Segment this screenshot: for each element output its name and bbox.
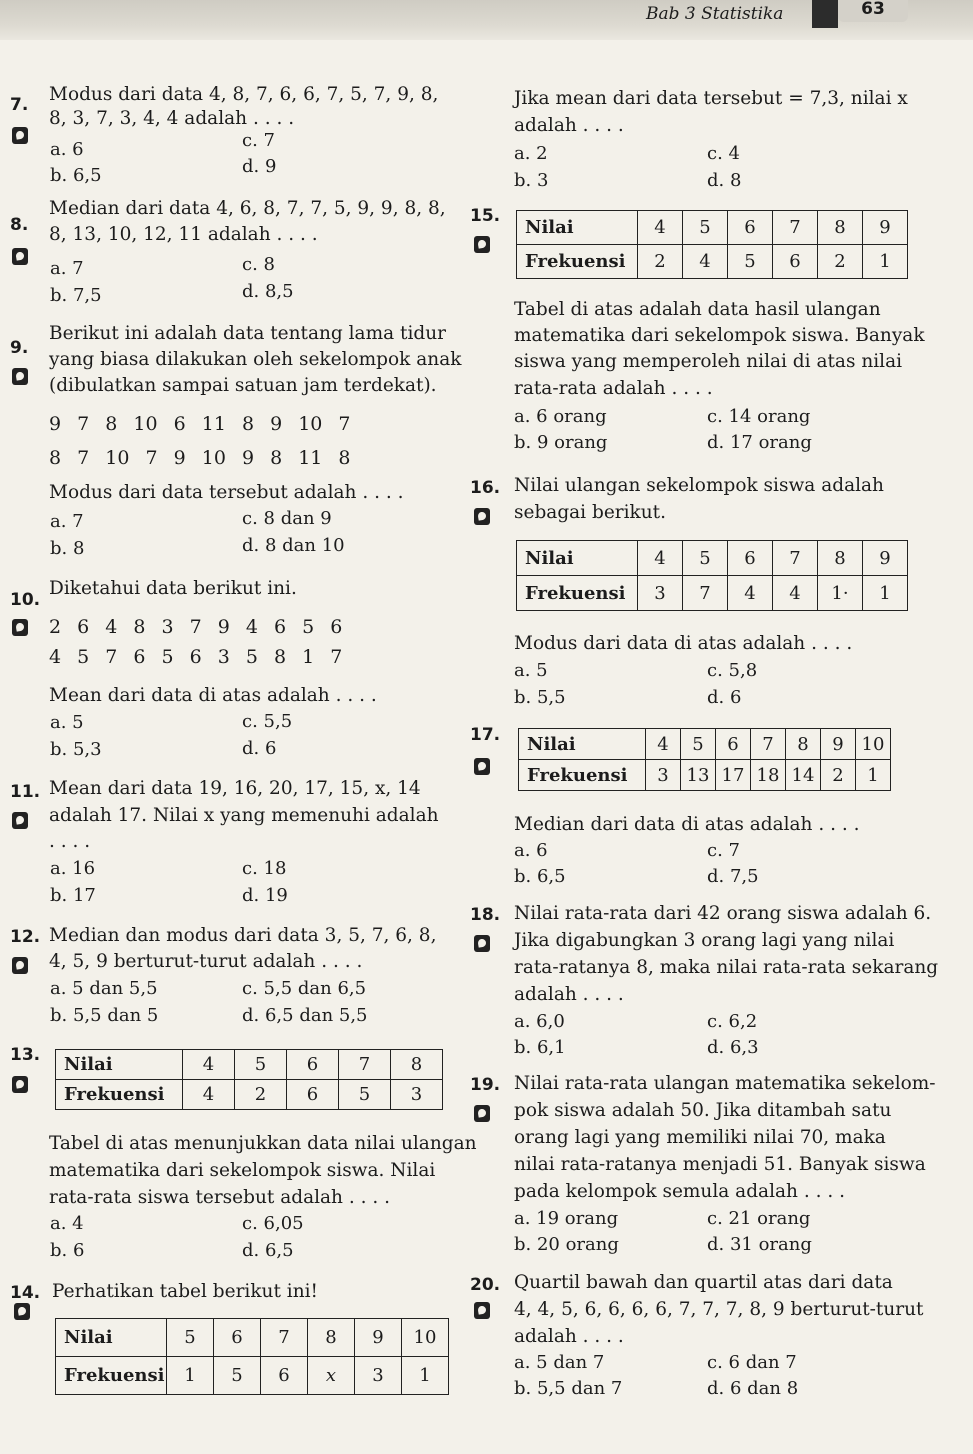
difficulty-icon [474, 1302, 490, 1319]
table-cell: 6 [728, 541, 773, 576]
table-cell: 2 [638, 245, 683, 279]
question-16-text: Nilai ulangan sekelompok siswa adalah [514, 475, 884, 496]
option-a: a. 5 [514, 660, 548, 681]
difficulty-icon [12, 248, 28, 265]
option-c: c. 21 orang [707, 1208, 811, 1229]
question-10-ask: Mean dari data di atas adalah . . . . [49, 685, 377, 706]
table-cell: 4 [638, 211, 683, 245]
option-a: a. 5 [50, 712, 84, 733]
option-a: a. 7 [50, 258, 84, 279]
option-a: a. 6,0 [514, 1011, 565, 1032]
question-11-number: 11. [10, 782, 41, 802]
option-c: c. 5,8 [707, 660, 758, 681]
option-c: c. 8 [242, 254, 275, 275]
table-cell: 4 [638, 541, 683, 576]
difficulty-icon [474, 758, 490, 775]
option-d: d. 8,5 [242, 281, 294, 302]
data-row: 8 7 10 7 9 10 9 8 11 8 [49, 447, 351, 469]
option-b: b. 6,5 [514, 866, 566, 887]
question-9-ask: Modus dari data tersebut adalah . . . . [49, 482, 404, 503]
frequency-table [518, 728, 891, 791]
option-d: d. 6 [242, 738, 277, 759]
table-cell: 5 [683, 541, 728, 576]
question-8-text: 8, 13, 10, 12, 11 adalah . . . . [49, 224, 318, 245]
option-c: c. 6,05 [242, 1213, 304, 1234]
table-header-nilai: Nilai [56, 1319, 167, 1357]
table-cell: 5 [214, 1357, 261, 1395]
question-20-number: 20. [470, 1275, 501, 1295]
table-cell: 2 [235, 1080, 287, 1110]
question-14-number: 14. [10, 1283, 41, 1303]
page-number: 63 [838, 0, 908, 22]
table-cell: 7 [339, 1050, 391, 1080]
table-cell: 8 [818, 211, 863, 245]
table-cell: 13 [681, 760, 716, 791]
question-17-number: 17. [470, 725, 501, 745]
table-cell: 5 [728, 245, 773, 279]
difficulty-icon [12, 127, 28, 144]
question-10-text: Diketahui data berikut ini. [49, 578, 297, 599]
table-cell: 5 [235, 1050, 287, 1080]
option-d: d. 17 orang [707, 432, 812, 453]
question-12-text: Median dan modus dari data 3, 5, 7, 6, 8, [49, 925, 437, 946]
question-12-text: 4, 5, 9 berturut-turut adalah . . . . [49, 951, 363, 972]
question-9-text: (dibulatkan sampai satuan jam terdekat). [49, 375, 437, 396]
question-12-number: 12. [10, 927, 41, 947]
table-cell: x [308, 1357, 355, 1395]
option-c: c. 7 [242, 130, 275, 151]
question-18-text: adalah . . . . [514, 984, 624, 1005]
question-14-text: Perhatikan tabel berikut ini! [52, 1281, 318, 1302]
difficulty-icon [474, 1105, 490, 1122]
header-marker [812, 0, 838, 28]
data-row: 4 5 7 6 5 6 3 5 8 1 7 [49, 646, 343, 668]
table-cell: 3 [646, 760, 681, 791]
question-20-text: adalah . . . . [514, 1326, 624, 1347]
table-header-nilai: Nilai [519, 729, 646, 760]
table-cell: 6 [261, 1357, 308, 1395]
question-15-number: 15. [470, 206, 501, 226]
question-8-number: 8. [10, 215, 29, 235]
table-cell: 4 [183, 1080, 235, 1110]
option-a: a. 6 [514, 840, 548, 861]
table-cell: 2 [821, 760, 856, 791]
option-b: b. 20 orang [514, 1234, 619, 1255]
question-9-text: Berikut ini adalah data tentang lama tidur [49, 323, 446, 344]
option-c: c. 6 dan 7 [707, 1352, 797, 1373]
question-13-number: 13. [10, 1045, 41, 1065]
option-b: b. 7,5 [50, 285, 102, 306]
question-20-text: Quartil bawah dan quartil atas dari data [514, 1272, 893, 1293]
question-14-continued: Jika mean dari data tersebut = 7,3, nilai x [514, 88, 908, 109]
difficulty-icon [12, 368, 28, 385]
table-cell: 2 [818, 245, 863, 279]
option-d: d. 6,5 dan 5,5 [242, 1005, 368, 1026]
table-header-nilai: Nilai [517, 541, 638, 576]
table-cell: 7 [683, 576, 728, 611]
question-17-ask: Median dari data di atas adalah . . . . [514, 814, 860, 835]
table-cell: 1 [856, 760, 891, 791]
data-row: 9 7 8 10 6 11 8 9 10 7 [49, 413, 351, 435]
question-19-text: orang lagi yang memiliki nilai 70, maka [514, 1127, 886, 1148]
option-b: b. 6,5 [50, 165, 102, 186]
table-cell: 3 [355, 1357, 402, 1395]
option-c: c. 18 [242, 858, 287, 879]
table-cell: 18 [751, 760, 786, 791]
table-cell: 7 [773, 211, 818, 245]
option-a: a. 6 [50, 139, 84, 160]
question-15-text: matematika dari sekelompok siswa. Banyak [514, 325, 925, 346]
option-b: b. 8 [50, 538, 85, 559]
difficulty-icon [474, 236, 490, 253]
table-cell: 9 [821, 729, 856, 760]
option-c: c. 6,2 [707, 1011, 758, 1032]
frequency-table [516, 210, 908, 279]
table-cell: 8 [818, 541, 863, 576]
question-7-number: 7. [10, 95, 29, 115]
difficulty-icon [12, 619, 28, 636]
question-19-text: Nilai rata-rata ulangan matematika sekelom- [514, 1073, 936, 1094]
table-cell: 5 [683, 211, 728, 245]
option-a: a. 5 dan 7 [514, 1352, 605, 1373]
question-16-text: sebagai berikut. [514, 502, 666, 523]
option-a: a. 19 orang [514, 1208, 619, 1229]
question-15-text: siswa yang memperoleh nilai di atas nilai [514, 351, 903, 372]
question-10-number: 10. [10, 590, 41, 610]
option-a: a. 6 orang [514, 406, 607, 427]
question-18-text: Nilai rata-rata dari 42 orang siswa adalah 6. [514, 903, 932, 924]
option-d: d. 6,3 [707, 1037, 759, 1058]
option-a: a. 2 [514, 143, 548, 164]
table-cell: 9 [863, 211, 908, 245]
question-19-number: 19. [470, 1075, 501, 1095]
question-9-text: yang biasa dilakukan oleh sekelompok anak [49, 349, 462, 370]
table-cell: 7 [773, 541, 818, 576]
question-15-text: Tabel di atas adalah data hasil ulangan [514, 299, 881, 320]
option-b: b. 17 [50, 885, 96, 906]
table-cell: 4 [773, 576, 818, 611]
question-11-text: Mean dari data 19, 16, 20, 17, 15, x, 14 [49, 778, 421, 799]
table-cell: 4 [183, 1050, 235, 1080]
table-header-frekuensi: Frekuensi [517, 576, 638, 611]
option-c: c. 5,5 dan 6,5 [242, 978, 367, 999]
table-cell: 1 [167, 1357, 214, 1395]
option-b: b. 6 [50, 1240, 85, 1261]
table-cell: 9 [863, 541, 908, 576]
difficulty-icon [14, 1303, 30, 1320]
table-cell: 7 [261, 1319, 308, 1357]
table-cell: 8 [391, 1050, 443, 1080]
option-c: c. 14 orang [707, 406, 811, 427]
question-14-continued: adalah . . . . [514, 115, 624, 136]
option-b: b. 3 [514, 170, 549, 191]
table-cell: 4 [646, 729, 681, 760]
question-9-number: 9. [10, 338, 29, 358]
question-13-text: rata-rata siswa tersebut adalah . . . . [49, 1187, 391, 1208]
table-cell: 1· [818, 576, 863, 611]
option-d: d. 6 [707, 687, 742, 708]
option-b: b. 5,5 dan 7 [514, 1378, 623, 1399]
option-b: b. 6,1 [514, 1037, 566, 1058]
question-13-text: Tabel di atas menunjukkan data nilai ulangan [49, 1133, 477, 1154]
option-d: d. 19 [242, 885, 288, 906]
table-header-frekuensi: Frekuensi [56, 1357, 167, 1395]
option-d: d. 9 [242, 156, 277, 177]
data-row: 2 6 4 8 3 7 9 4 6 5 6 [49, 616, 343, 638]
question-13-text: matematika dari sekelompok siswa. Nilai [49, 1160, 436, 1181]
question-16-ask: Modus dari data di atas adalah . . . . [514, 633, 853, 654]
question-15-text: rata-rata adalah . . . . [514, 378, 713, 399]
table-cell: 10 [856, 729, 891, 760]
option-b: b. 5,5 dan 5 [50, 1005, 159, 1026]
table-cell: 10 [402, 1319, 449, 1357]
table-cell: 6 [214, 1319, 261, 1357]
question-20-text: 4, 4, 5, 6, 6, 6, 6, 7, 7, 7, 8, 9 berturut-turut [514, 1299, 924, 1320]
option-c: c. 8 dan 9 [242, 508, 332, 529]
option-d: d. 7,5 [707, 866, 759, 887]
table-cell: 6 [728, 211, 773, 245]
question-16-number: 16. [470, 478, 501, 498]
question-19-text: pok siswa adalah 50. Jika ditambah satu [514, 1100, 892, 1121]
table-cell: 5 [681, 729, 716, 760]
difficulty-icon [12, 957, 28, 974]
table-header-nilai: Nilai [56, 1050, 183, 1080]
table-header-nilai: Nilai [517, 211, 638, 245]
option-a: a. 4 [50, 1213, 84, 1234]
table-cell: 1 [402, 1357, 449, 1395]
frequency-table [55, 1318, 449, 1395]
table-cell: 5 [339, 1080, 391, 1110]
table-cell: 6 [287, 1050, 339, 1080]
option-a: a. 7 [50, 511, 84, 532]
option-c: c. 4 [707, 143, 740, 164]
question-11-text: . . . . [49, 831, 91, 852]
table-cell: 6 [287, 1080, 339, 1110]
table-cell: 1 [863, 245, 908, 279]
option-d: d. 8 dan 10 [242, 535, 345, 556]
question-18-text: Jika digabungkan 3 orang lagi yang nilai [514, 930, 895, 951]
table-cell: 9 [355, 1319, 402, 1357]
question-8-text: Median dari data 4, 6, 8, 7, 7, 5, 9, 9, 8, 8, [49, 198, 446, 219]
table-cell: 5 [167, 1319, 214, 1357]
table-cell: 3 [638, 576, 683, 611]
question-7-text: 8, 3, 7, 3, 4, 4 adalah . . . . [49, 108, 295, 129]
option-b: b. 5,5 [514, 687, 566, 708]
table-cell: 4 [728, 576, 773, 611]
table-header-frekuensi: Frekuensi [56, 1080, 183, 1110]
option-c: c. 7 [707, 840, 740, 861]
option-b: b. 5,3 [50, 739, 102, 760]
option-d: d. 6,5 [242, 1240, 294, 1261]
table-cell: 17 [716, 760, 751, 791]
table-cell: 4 [683, 245, 728, 279]
option-d: d. 8 [707, 170, 742, 191]
table-cell: 1 [863, 576, 908, 611]
option-b: b. 9 orang [514, 432, 608, 453]
question-19-text: pada kelompok semula adalah . . . . [514, 1181, 845, 1202]
option-d: d. 31 orang [707, 1234, 812, 1255]
question-18-text: rata-ratanya 8, maka nilai rata-rata sekarang [514, 957, 939, 978]
difficulty-icon [12, 812, 28, 829]
table-cell: 14 [786, 760, 821, 791]
table-header-frekuensi: Frekuensi [519, 760, 646, 791]
option-c: c. 5,5 [242, 711, 293, 732]
table-header-frekuensi: Frekuensi [517, 245, 638, 279]
chapter-title: Bab 3 Statistika [646, 4, 784, 24]
question-18-number: 18. [470, 905, 501, 925]
question-11-text: adalah 17. Nilai x yang memenuhi adalah [49, 805, 439, 826]
question-19-text: nilai rata-ratanya menjadi 51. Banyak siswa [514, 1154, 926, 1175]
table-cell: 6 [716, 729, 751, 760]
table-cell: 3 [391, 1080, 443, 1110]
difficulty-icon [474, 935, 490, 952]
difficulty-icon [12, 1076, 28, 1093]
table-cell: 8 [786, 729, 821, 760]
frequency-table [55, 1049, 443, 1110]
option-a: a. 5 dan 5,5 [50, 978, 158, 999]
frequency-table [516, 540, 908, 611]
difficulty-icon [474, 508, 490, 525]
question-7-text: Modus dari data 4, 8, 7, 6, 6, 7, 5, 7, 9, 8, [49, 84, 439, 105]
table-cell: 8 [308, 1319, 355, 1357]
table-cell: 6 [773, 245, 818, 279]
option-a: a. 16 [50, 858, 96, 879]
table-cell: 7 [751, 729, 786, 760]
option-d: d. 6 dan 8 [707, 1378, 799, 1399]
